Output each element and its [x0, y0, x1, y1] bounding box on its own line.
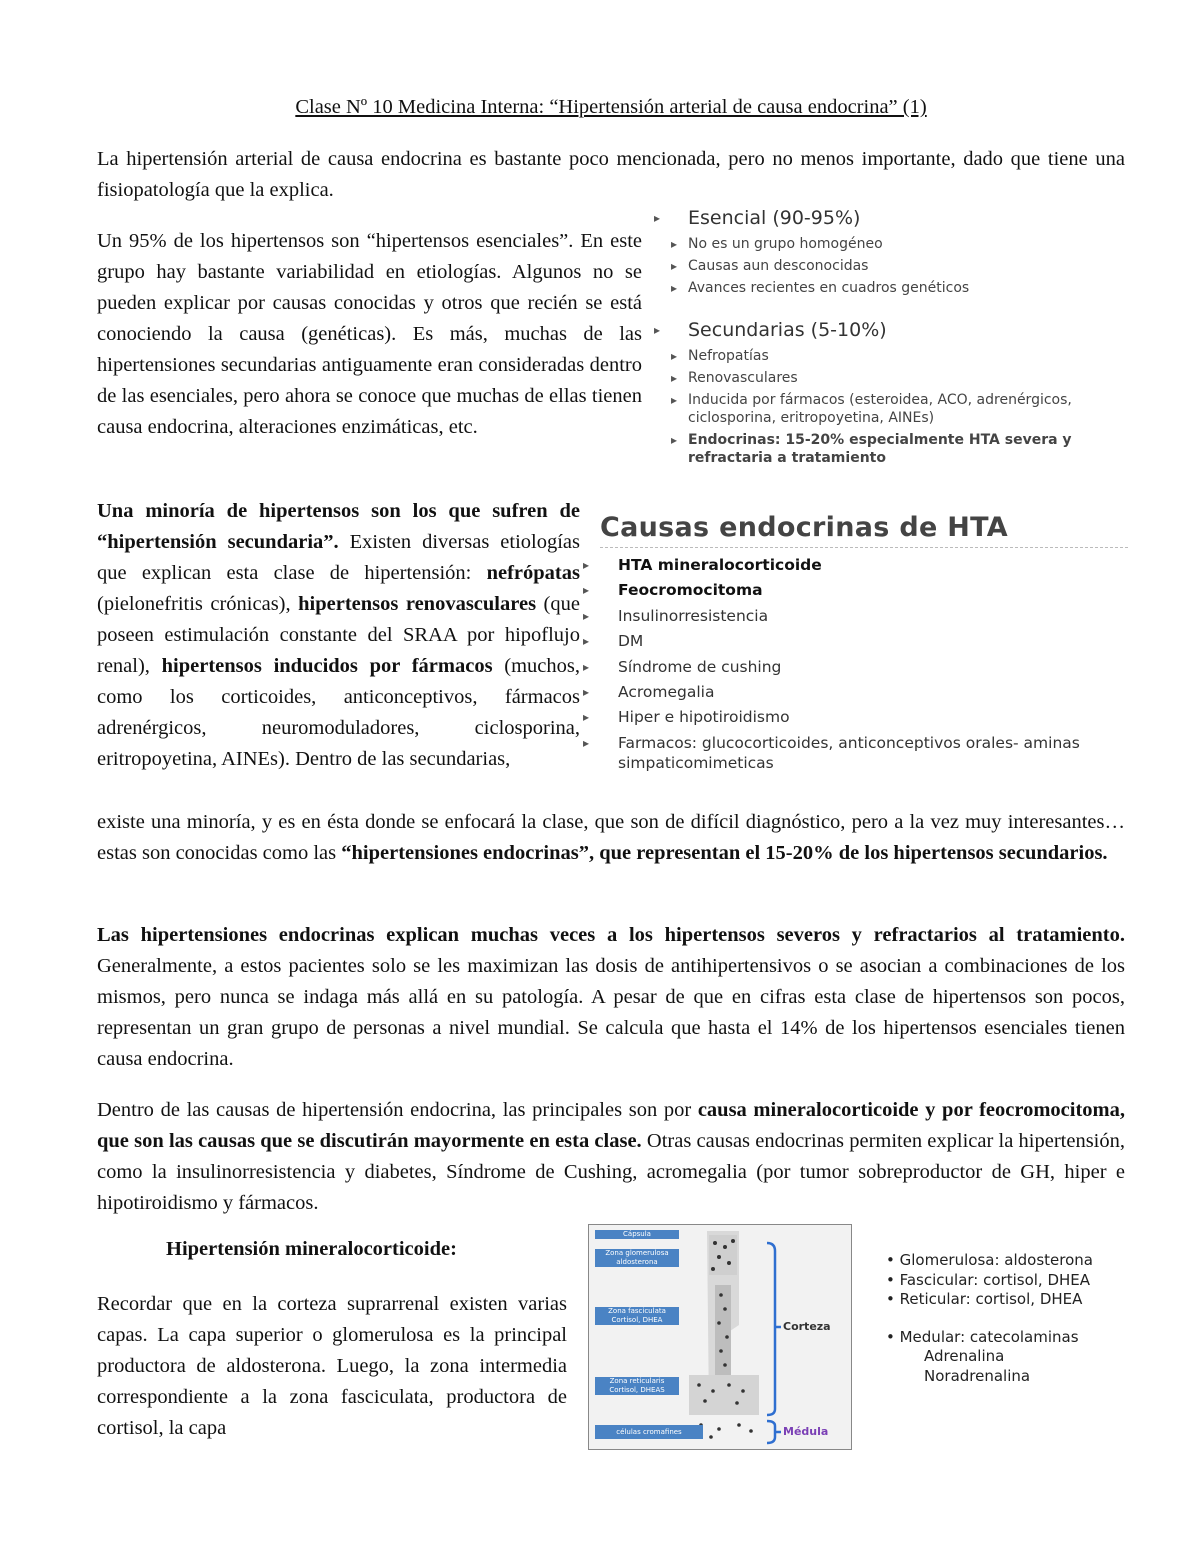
main-causes-paragraph	[97, 1095, 1125, 1219]
slide2-item: ▸ Hiper e hipotiroidismo	[600, 707, 1128, 727]
slide2-divider	[600, 547, 1128, 548]
slide1-item: ▸ Inducida por fármacos (esteroidea, ACO, adrenérgicos, ciclosporina, eritropoyetina, AINEs)	[688, 391, 1131, 427]
text-run: (que poseen estimulación constante del SRAA por hipoflujo renal),	[97, 593, 580, 677]
bold-phrase: nefrópatas	[486, 562, 580, 584]
slide1-item: ▸ Causas aun desconocidas	[688, 257, 1131, 275]
bold-phrase: hipertensos renovasculares	[298, 593, 537, 615]
essential-hypertension-paragraph: Un 95% de los hipertensos son “hipertensos esenciales”. En este grupo hay bastante variabilidad en etiologías. Algunos no se pueden explicar por causas conocidas y otros que recién se está conociendo la causa (genéticas). Es más, muchas de las hipertensiones secundarias antiguamente eran consideradas dentro de las esenciales, pero ahora se conoce que muchas de ellas tienen causa endocrina, alteraciones enzimáticas, etc.	[97, 230, 642, 438]
slide1-item-endocrine: ▸ Endocrinas: 15-20% especialmente HTA severa y refractaria a tratamiento	[688, 431, 1131, 467]
slide2-title: Causas endocrinas de HTA	[600, 512, 1008, 543]
legend-item: • Glomerulosa: aldosterona	[886, 1251, 1093, 1269]
slide2-item: ▸ Insulinorresistencia	[600, 606, 1128, 626]
zone-label-cromafines: células cromafines	[595, 1425, 703, 1439]
adrenal-legend	[886, 1251, 1146, 1386]
legend-subitem: Adrenalina	[924, 1347, 1005, 1365]
zone-label-capsula: Cápsula	[595, 1230, 679, 1239]
slide2-item: ▸ Acromegalia	[600, 682, 1128, 702]
text-run: Existen diversas etiologías que explican esta clase de hipertensión:	[97, 531, 580, 584]
text-run: Dentro de las causas de hipertensión endocrina, las principales son por	[97, 1099, 698, 1121]
zone-label-reticular: Zona reticularis Cortisol, DHEAS	[595, 1377, 679, 1395]
label-medula: Médula	[783, 1425, 829, 1438]
refractory-paragraph	[97, 920, 1125, 1075]
document-title: Clase Nº 10 Medicina Interna: “Hipertensión arterial de causa endocrina” (1)	[295, 96, 927, 118]
adrenal-layers-paragraph: Recordar que en la corteza suprarrenal existen varias capas. La capa superior o glomerulosa es la principal productora de aldosterona. Luego, la zona intermedia correspondiente a la zona fasciculata, productora de cortisol, la capa	[97, 1293, 567, 1439]
slide1-item: ▸ Avances recientes en cuadros genéticos	[688, 279, 1131, 297]
text-run: (pielonefritis crónicas),	[97, 593, 299, 615]
legend-item: • Reticular: cortisol, DHEA	[886, 1290, 1083, 1308]
legend-subitem: Noradrenalina	[924, 1366, 1031, 1385]
slide1-item: ▸ No es un grupo homogéneo	[688, 235, 1131, 253]
slide-endocrine-causes	[600, 512, 1128, 778]
slide2-item: ▸ Feocromocitoma	[600, 580, 1128, 600]
slide1-item: ▸ Nefropatías	[688, 347, 1131, 365]
slide2-item: ▸ Síndrome de cushing	[600, 657, 1128, 677]
slide-classification	[671, 205, 1131, 471]
bold-phrase: hipertensos inducidos por fármacos	[161, 655, 493, 677]
bold-phrase: Una minoría de hipertensos son los que sufren de “hipertensión secundaria”.	[97, 500, 580, 553]
label-corteza: Corteza	[783, 1320, 831, 1333]
legend-item: • Fascicular: cortisol, DHEA	[886, 1270, 1091, 1289]
section-heading: Hipertensión mineralocorticoide:	[166, 1238, 457, 1260]
bold-phrase: Las hipertensiones endocrinas explican muchas veces a los hipertensos severos y refractarios al tratamiento.	[97, 924, 1125, 946]
slide2-item: ▸ DM	[600, 631, 1128, 651]
slide2-item: ▸ Farmacos: glucocorticoides, anticonceptivos orales- aminas simpaticomimeticas	[600, 733, 1128, 773]
slide1-group-essential	[671, 205, 1131, 297]
text-run: Otras causas endocrinas permiten explicar la hipertensión, como la insulinorresistencia y diabetes, Síndrome de Cushing, acromegalia (por tumor sobreproductor de GH, hiper e hipotiroidismo y fármacos.	[97, 1130, 1126, 1214]
secondary-hypertension-continuation	[97, 807, 1125, 869]
text-run: existe una minoría, y es en ésta donde se enfocará la clase, que son de difícil diagnóstico, pero a la vez muy interesantes…estas son conocidas como las	[97, 811, 1125, 864]
text-run: (muchos, como los corticoides, anticonceptivos, fármacos adrenérgicos, neuromoduladores, ciclosporina, eritropoyetina, AINEs). Dentro de las secundarias,	[97, 655, 580, 770]
slide1-group-secondary	[671, 317, 1131, 467]
adrenal-diagram	[588, 1224, 852, 1450]
zone-label-glomerulosa: Zona glomerulosa aldosterona	[595, 1249, 679, 1267]
zone-label-fasciculata: Zona fasciculata Cortisol, DHEA	[595, 1307, 679, 1325]
bold-phrase: causa mineralocorticoide y por feocromocitoma, que son las causas que se discutirán mayormente en esta clase.	[97, 1099, 1125, 1152]
slide1-group-label: Secundarias (5-10%)	[688, 319, 887, 341]
intro-paragraph: La hipertensión arterial de causa endocrina es bastante poco mencionada, pero no menos importante, dado que tiene una fisiopatología que la explica.	[97, 148, 1125, 201]
secondary-hypertension-paragraph	[97, 496, 580, 775]
slide1-item: ▸ Renovasculares	[688, 369, 1131, 387]
slide1-group-label: Esencial (90-95%)	[688, 207, 861, 229]
slide2-item: ▸ HTA mineralocorticoide	[600, 555, 1128, 575]
legend-item: • Medular: catecolaminas	[886, 1327, 1079, 1346]
text-run: Generalmente, a estos pacientes solo se les maximizan las dosis de antihipertensivos o se asocian a combinaciones de los mismos, pero nunca se indaga más allá en su patología. A pesar de que en cifras esta clase de hipertensos son pocos, representan un gran grupo de personas a nivel mundial. Se calcula que hasta el 14% de los hipertensos esenciales tienen causa endocrina.	[97, 955, 1125, 1070]
bold-phrase: “hipertensiones endocrinas”, que representan el 15-20% de los hipertensos secundarios.	[341, 842, 1108, 864]
